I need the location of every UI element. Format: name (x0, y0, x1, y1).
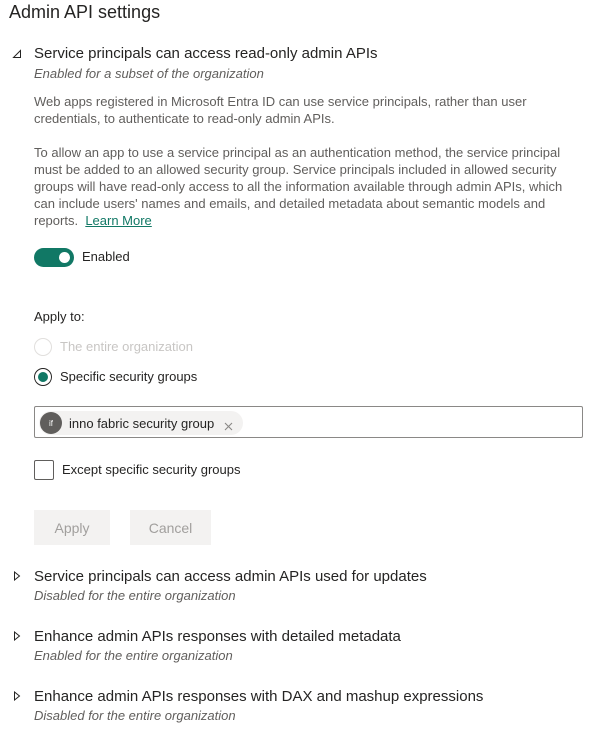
setting-status: Disabled for the entire organization (34, 708, 236, 723)
chevron-down-icon[interactable] (11, 48, 23, 60)
setting-title[interactable]: Service principals can access admin APIs used for updates (34, 568, 427, 585)
except-groups-label: Except specific security groups (62, 462, 241, 477)
radio-entire-organization[interactable] (34, 338, 52, 356)
chevron-right-icon[interactable] (11, 630, 23, 642)
setting-description-detail (34, 144, 574, 229)
setting-title[interactable]: Enhance admin APIs responses with DAX and mashup expressions (34, 688, 484, 705)
setting-title[interactable]: Enhance admin APIs responses with detailed metadata (34, 628, 401, 645)
setting-title[interactable]: Service principals can access read-only admin APIs (34, 45, 378, 62)
chevron-right-icon[interactable] (11, 570, 23, 582)
radio-specific-security-groups[interactable] (34, 368, 52, 386)
setting-status: Enabled for the entire organization (34, 648, 233, 663)
apply-button[interactable]: Apply (34, 510, 110, 545)
close-icon[interactable] (224, 419, 233, 428)
toggle-knob (59, 252, 70, 263)
security-group-name: inno fabric security group (69, 415, 215, 431)
setting-status: Disabled for the entire organization (34, 588, 236, 603)
cancel-button[interactable]: Cancel (130, 510, 211, 545)
avatar: if (40, 412, 62, 434)
page-title: Admin API settings (9, 2, 161, 22)
security-groups-input[interactable] (34, 406, 583, 438)
toggle-label: Enabled (82, 249, 130, 264)
setting-description: Web apps registered in Microsoft Entra ID can use service principals, rather than user credentials, to authenticate to read-only admin APIs. (34, 94, 527, 126)
setting-status: Enabled for a subset of the organization (34, 66, 264, 81)
chevron-right-icon[interactable] (11, 690, 23, 702)
learn-more-link[interactable]: Learn More (85, 213, 152, 228)
radio-label-specific-security-groups: Specific security groups (60, 369, 198, 384)
radio-label-entire-organization: The entire organization (60, 339, 193, 354)
apply-to-label: Apply to: (34, 309, 85, 324)
security-group-pill (39, 411, 243, 435)
description-text: To allow an app to use a service principal as an authentication method, the service principal must be added to an allowed security group. Service principals included in allowed security groups will have read-only access to all the information available through admin APIs, which can include users' names and emails, and detailed metadata about semantic models and reports. (34, 145, 563, 228)
enabled-toggle[interactable] (34, 248, 74, 267)
except-groups-checkbox[interactable] (34, 460, 54, 480)
